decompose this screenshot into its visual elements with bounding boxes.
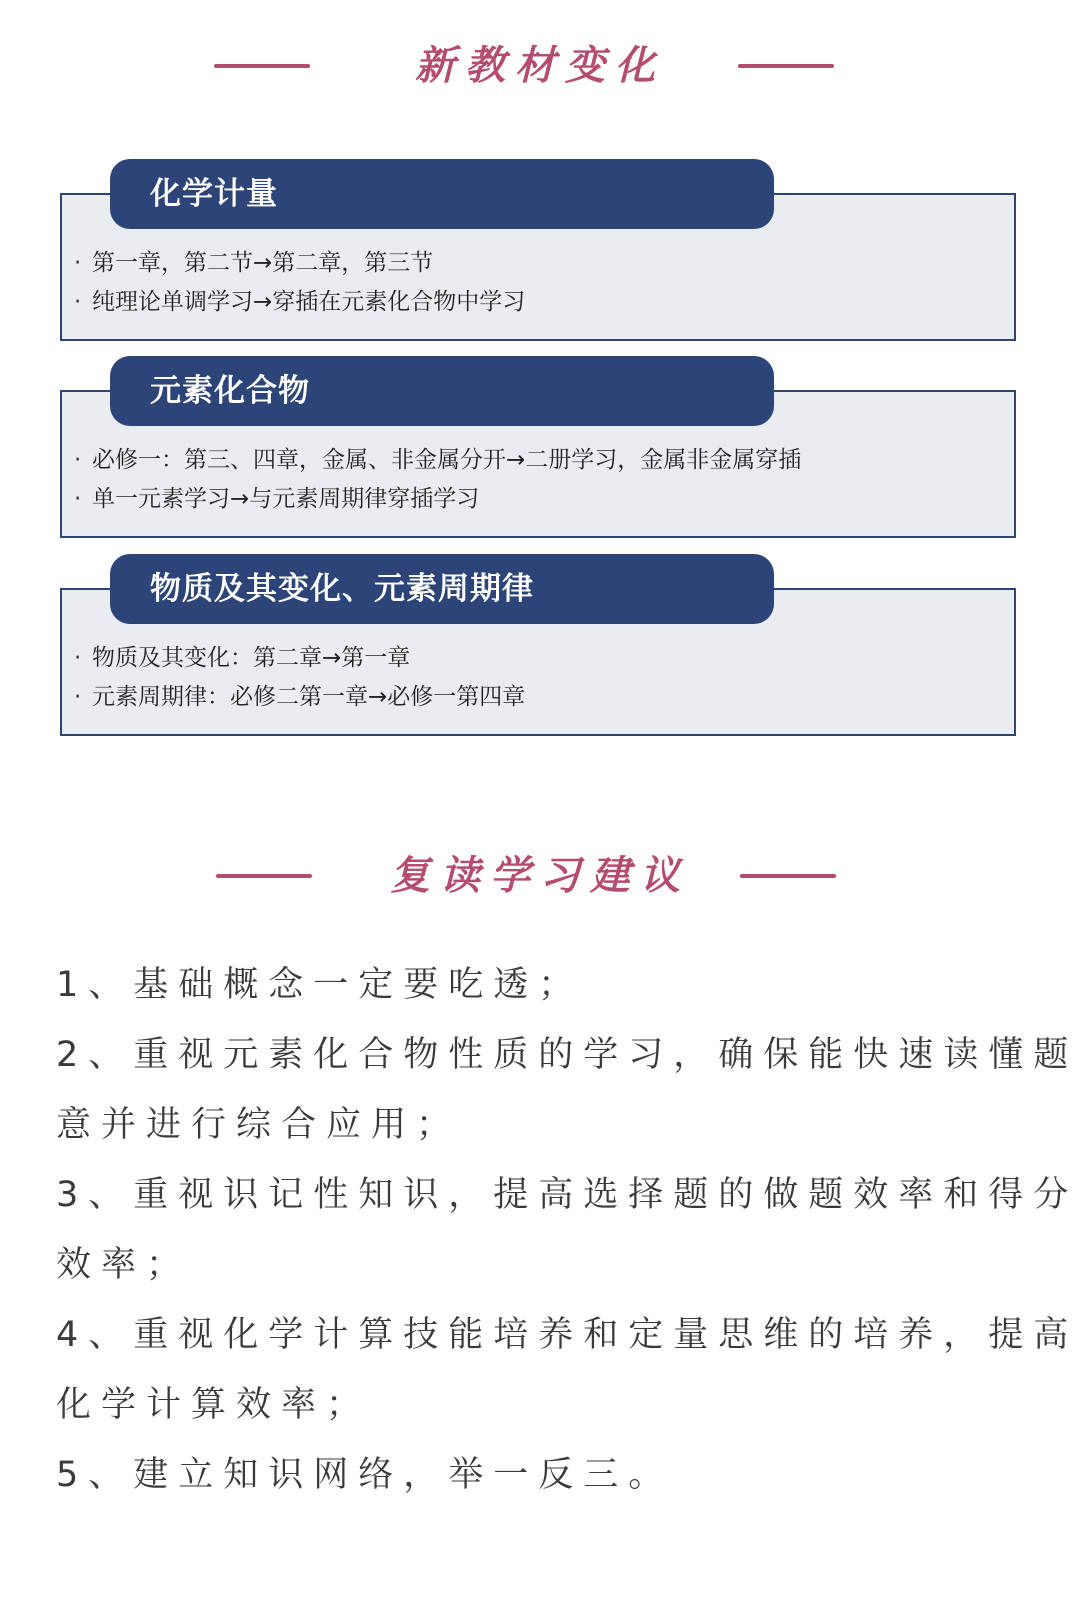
item-text: 纯理论单调学习→穿插在元素化合物中学习 xyxy=(92,289,526,315)
list-item xyxy=(74,480,974,519)
item-text: 元素周期律：必修二第一章→必修一第四章 xyxy=(92,684,526,710)
item-text: 单一元素学习→与元素周期律穿插学习 xyxy=(92,486,480,512)
card-tab-title: 元素化合物 xyxy=(110,356,774,426)
advice-list xyxy=(56,950,1079,1510)
advice-line: 化学计算效率； xyxy=(56,1385,372,1425)
header-divider-right xyxy=(740,874,836,878)
bullet-dot: · xyxy=(74,289,82,315)
advice-line: 效率； xyxy=(56,1245,192,1285)
bullet-dot: · xyxy=(74,447,82,473)
section-title: 复读学习建议 xyxy=(390,852,690,899)
bullet-dot: · xyxy=(74,684,82,710)
card-tab-title: 物质及其变化、元素周期律 xyxy=(110,554,774,624)
list-item xyxy=(74,283,974,322)
advice-line: 5、建立知识网络，举一反三。 xyxy=(56,1455,674,1495)
bullet-dot: · xyxy=(74,645,82,671)
item-text: 第一章，第二节→第二章，第三节 xyxy=(92,250,434,276)
card-item-list xyxy=(74,244,974,322)
advice-line: 意并进行综合应用； xyxy=(56,1105,462,1145)
section-title: 新教材变化 xyxy=(415,42,665,89)
list-item xyxy=(74,639,974,678)
advice-line: 1、基础概念一定要吃透； xyxy=(56,965,584,1005)
advice-line: 4、重视化学计算技能培养和定量思维的培养，提高 xyxy=(56,1315,1079,1355)
list-item xyxy=(74,244,974,283)
section-header-study-advice xyxy=(0,846,1080,906)
card-tab-title: 化学计量 xyxy=(110,159,774,229)
card-item-list xyxy=(74,639,974,717)
advice-line: 3、重视识记性知识，提高选择题的做题效率和得分 xyxy=(56,1175,1079,1215)
card-item-list xyxy=(74,441,974,519)
bullet-dot: · xyxy=(74,486,82,512)
list-item xyxy=(74,678,974,717)
item-text: 物质及其变化：第二章→第一章 xyxy=(92,645,411,671)
header-divider-right xyxy=(738,64,834,68)
bullet-dot: · xyxy=(74,250,82,276)
item-text: 必修一：第三、四章，金属、非金属分开→二册学习，金属非金属穿插 xyxy=(92,447,802,473)
list-item xyxy=(74,441,974,480)
advice-line: 2、重视元素化合物性质的学习，确保能快速读懂题 xyxy=(56,1035,1079,1075)
section-header-new-textbook xyxy=(0,36,1080,96)
